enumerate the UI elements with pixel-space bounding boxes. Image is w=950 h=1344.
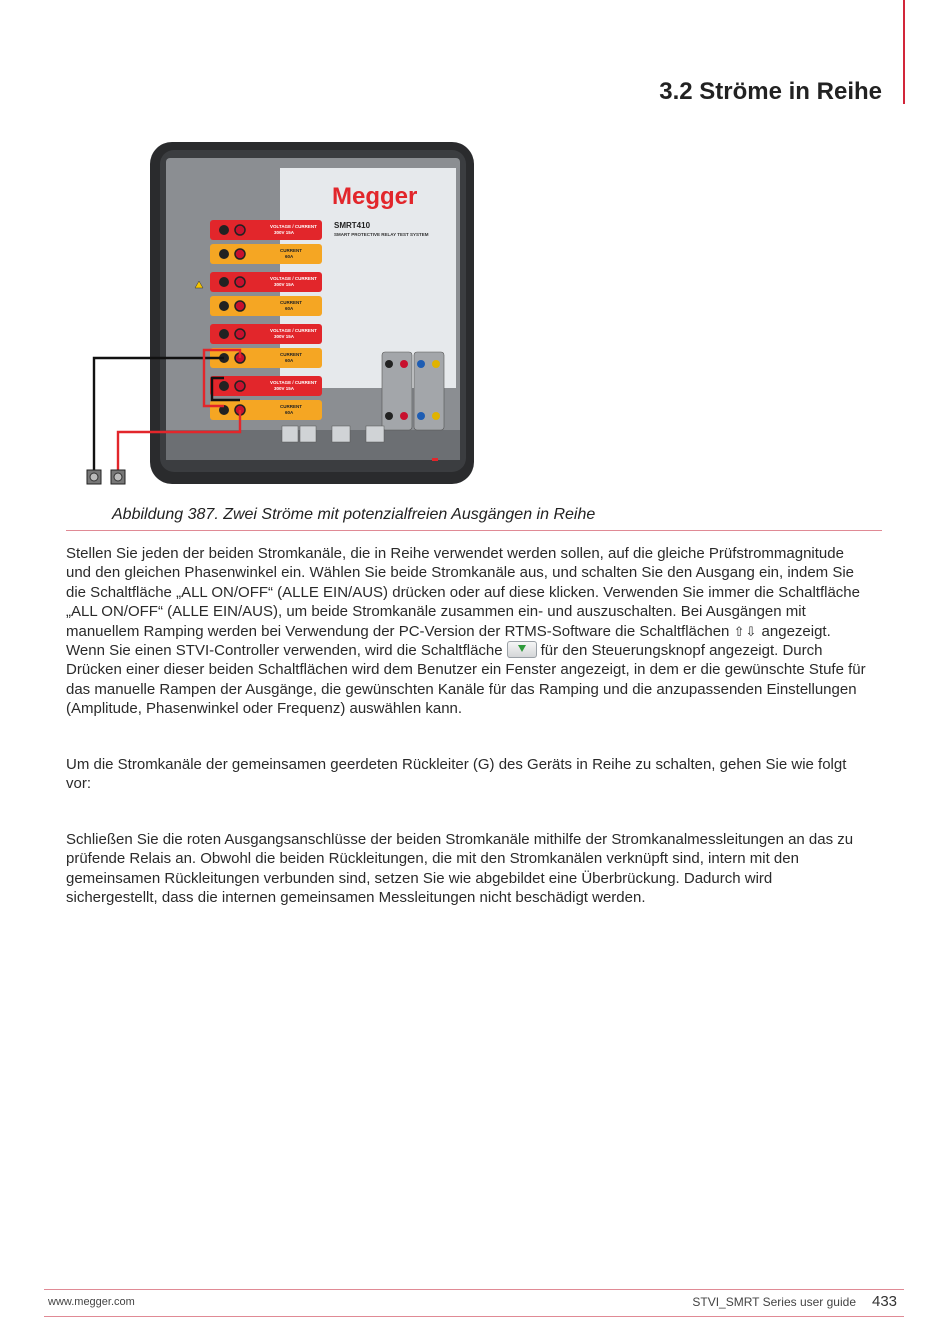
ch1-upper-values: 300V 15A	[274, 230, 295, 235]
smrt410-illustration	[80, 138, 480, 490]
paragraph-3: Schließen Sie die roten Ausgangsanschlüsse der beiden Stromkanäle mithilfe der Stromkanalmessleitungen an das zu prüfende Relais an. Obwohl die beiden Rückleitungen, die mit den Stromkanälen verknüpft sind, intern mit den gemeinsamen Rückleitungen verbunden sind, setzen Sie wie abgebildet eine Überbrückung. Dadurch wird sichergestellt, dass die internen gemeinsamen Messleitungen nicht beschädigt werden.	[66, 831, 854, 907]
p1-text-b: angezeigt. Wenn Sie einen STVI-Controller verwenden, wird die Schaltfläche	[66, 622, 831, 660]
header-accent-rule	[903, 0, 905, 104]
ch2-upper-label: VOLTAGE / CURRENT	[270, 276, 317, 281]
footer-divider-bottom	[44, 1316, 904, 1317]
ch4-lower-value: 60A	[285, 410, 294, 415]
ch1-lower-label: CURRENT	[280, 248, 302, 253]
ch4-upper-values: 300V 15A	[274, 386, 295, 391]
paragraph-1	[66, 544, 866, 719]
footer-url: www.megger.com	[48, 1296, 135, 1308]
ch2-lower-value: 60A	[285, 306, 294, 311]
brand-logo: Megger	[332, 183, 418, 210]
power-led	[432, 458, 438, 461]
p1-text-a: Stellen Sie jeden der beiden Stromkanäle, die in Reihe verwendet werden sollen, auf die gleiche Prüfstrommagnitude und den gleichen Phasenwinkel ein. Wählen Sie beide Stromkanäle aus, und schalten Sie den Ausgang ein, indem Sie die Schaltfläche „ALL ON/OFF“ (ALLE EIN/AUS) drücken oder auf diese klicken. Verwenden Sie immer die Schaltfläche „ALL ON/OFF“ (ALLE EIN/AUS), um beide Stromkanäle zusammen ein- und auszuschalten. Bei Ausgängen mit manuellem Ramping werden bei Verwendung der PC-Version der RTMS-Software die Schaltflächen	[66, 545, 860, 640]
ch2-upper-values: 300V 15A	[274, 282, 295, 287]
ports	[282, 426, 384, 442]
ramp-arrows-icon: ⇧⇩	[733, 623, 758, 639]
relay-terminals	[87, 470, 125, 484]
paragraph-2: Um die Stromkanäle der gemeinsamen geerdeten Rückleiter (G) des Geräts in Reihe zu schalten, gehen Sie wie folgt vor:	[66, 756, 847, 793]
ch4-lower-label: CURRENT	[280, 404, 302, 409]
footer-divider-top	[44, 1289, 904, 1290]
model-label: SMRT410	[334, 221, 371, 230]
ch3-upper-label: VOLTAGE / CURRENT	[270, 328, 317, 333]
footer-guide-title: STVI_SMRT Series user guide	[692, 1295, 856, 1309]
figure-caption: Abbildung 387. Zwei Ströme mit potenzialfreien Ausgängen in Reihe	[112, 506, 596, 523]
ch4-upper-label: VOLTAGE / CURRENT	[270, 380, 317, 385]
section-title: 3.2 Ströme in Reihe	[659, 78, 882, 105]
p1-text-c: für den Steuerungsknopf angezeigt. Durch Drücken einer dieser beiden Schaltflächen wird dem Benutzer ein Fenster angezeigt, in dem er die gewünschte Stufe für das manuelle Rampen der Ausgänge, die gewünschten Kanäle für das Ramping und die anzupassenden Einstellungen (Amplitude, Phasenwinkel oder Frequenz) auswählen kann.	[66, 642, 866, 718]
ch1-upper-label: VOLTAGE / CURRENT	[270, 224, 317, 229]
ch3-lower-value: 60A	[285, 358, 294, 363]
ch3-upper-values: 300V 15A	[274, 334, 295, 339]
caption-divider	[66, 530, 882, 531]
ch1-lower-value: 60A	[285, 254, 294, 259]
page-number: 433	[872, 1293, 898, 1310]
model-subtitle: SMART PROTECTIVE RELAY TEST SYSTEM	[334, 232, 429, 237]
ch3-lower-label: CURRENT	[280, 352, 302, 357]
ch2-lower-label: CURRENT	[280, 300, 302, 305]
control-knob-button-icon	[507, 641, 537, 658]
device-figure	[80, 138, 480, 490]
